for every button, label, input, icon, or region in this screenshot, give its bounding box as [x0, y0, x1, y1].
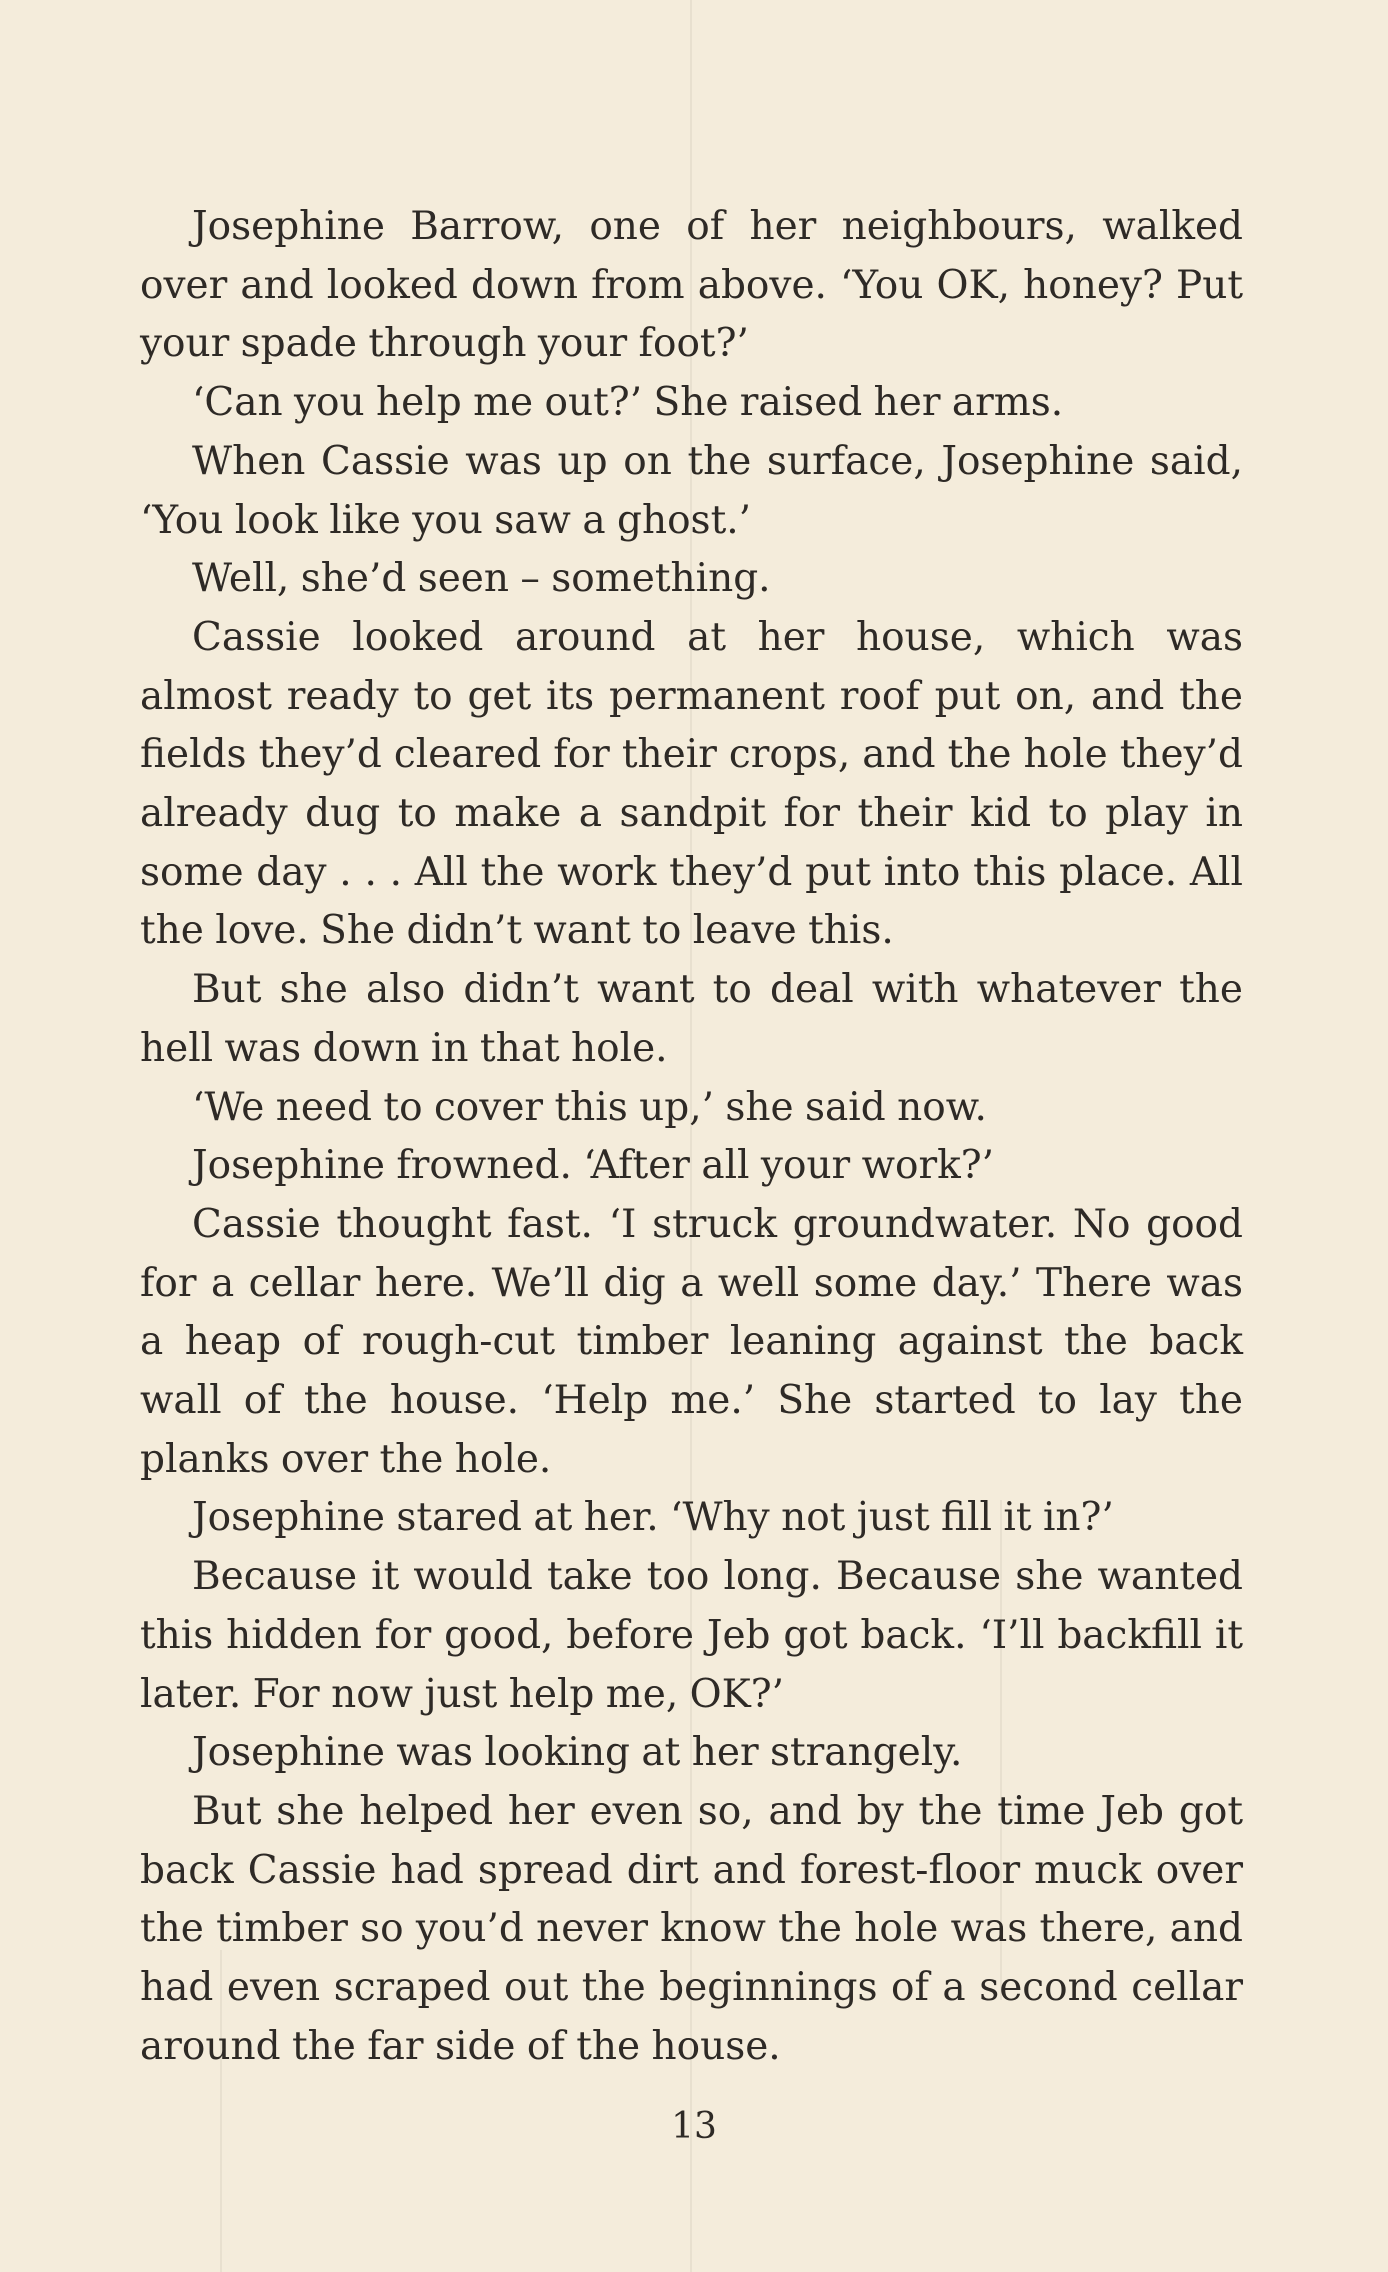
paragraph: When Cassie was up on the surface, Josephine said, ‘You look like you saw a ghost.’ [140, 438, 1243, 543]
page-number: 13 [671, 2106, 717, 2147]
paragraph: ‘We need to cover this up,’ she said now. [192, 1084, 987, 1130]
paragraph: Well, she’d seen – something. [192, 556, 771, 602]
paragraph: Josephine stared at her. ‘Why not just fill it in?’ [192, 1495, 1114, 1541]
paragraph: But she also didn’t want to deal with whatever the hell was down in that hole. [140, 967, 1243, 1071]
paragraph: Josephine Barrow, one of her neighbours, walked over and looked down from above. ‘You OK, honey? Put your spade through your foot?’ [140, 204, 1243, 367]
paragraph: ‘Can you help me out?’ She raised her arms. [192, 380, 1064, 426]
paragraph: Josephine was looking at her strangely. [192, 1730, 963, 1776]
paragraph: Cassie thought fast. ‘I struck groundwater. No good for a cellar here. We’ll dig a well some day.’ There was a heap of rough-cut timber leaning against the back wall of the house. ‘Help me.’ She started to lay the planks over the hole. [140, 1201, 1243, 1482]
paragraph: Josephine frowned. ‘After all your work?’ [192, 1143, 995, 1189]
paragraph: Because it would take too long. Because she wanted this hidden for good, before Jeb got back. ‘I’ll backfill it later. For now just help me, OK?’ [140, 1554, 1243, 1717]
paragraph: But she helped her even so, and by the time Jeb got back Cassie had spread dirt and forest-floor muck over the timber so you’d never know the hole was there, and had even scraped out the beginnings of a second cellar around the far side of the house. [140, 1788, 1243, 2069]
paragraph: Cassie looked around at her house, which was almost ready to get its permanent roof put on, and the fields they’d cleared for their crops, and the hole they’d already dug to make a sandpit for their kid to play in some day . . . All the work they’d put into this place. All the love. She didn’t want to leave this. [140, 614, 1243, 954]
body-text [140, 198, 1243, 2077]
